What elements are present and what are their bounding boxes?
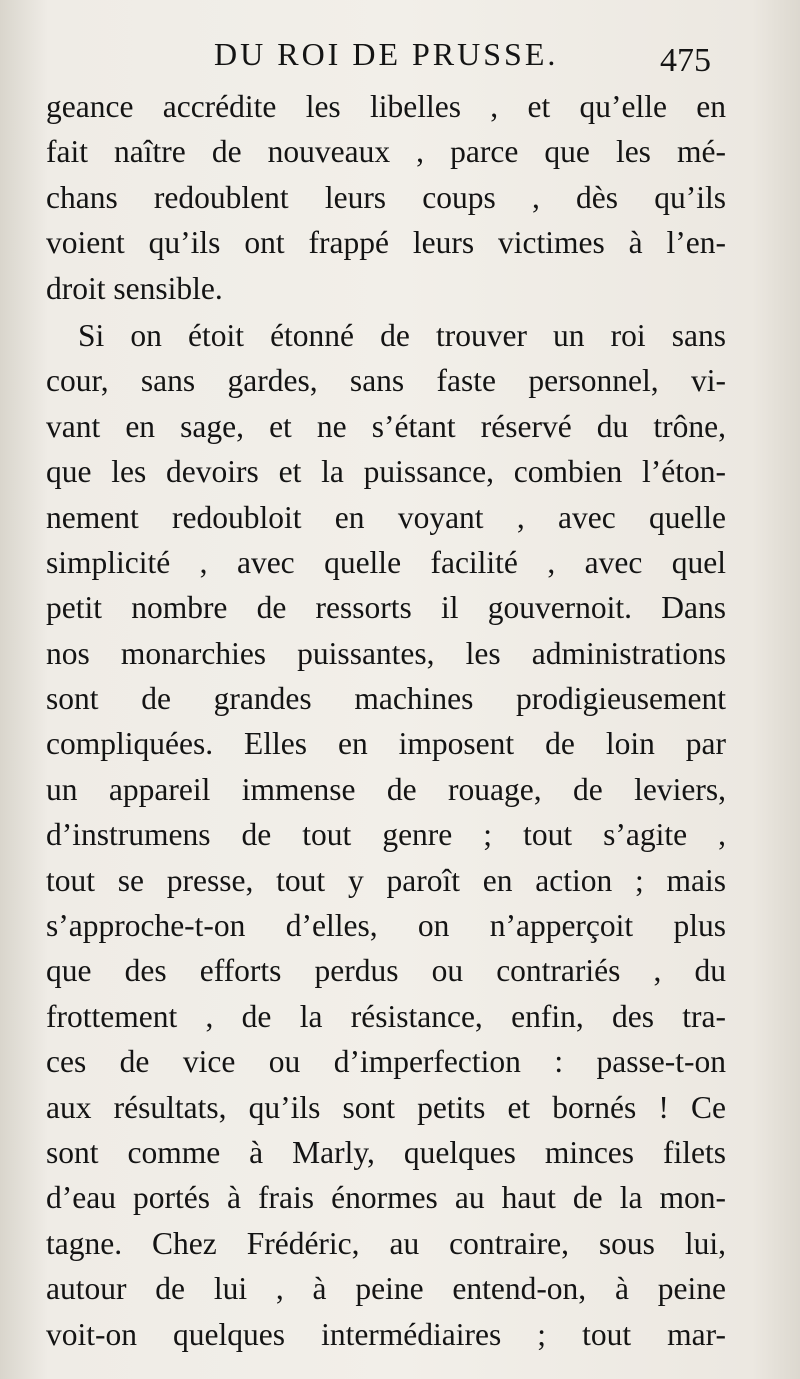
text-line: ces de vice ou d’imperfection : passe-t-on: [46, 1044, 726, 1080]
text-line: geance accrédite les libelles , et qu’elle en: [46, 89, 726, 124]
paragraph-start-line: Si on étoit étonné de trouver un roi sans: [78, 317, 726, 353]
text-line: voit-on quelques intermédiaires ; tout mar-: [46, 1316, 726, 1352]
text-line: que les devoirs et la puissance, combien l’éton-: [46, 454, 726, 490]
text-line: sont comme à Marly, quelques minces filets: [46, 1134, 726, 1170]
text-line: s’approche-t-on d’elles, on n’apperçoit plus: [46, 908, 726, 944]
text-line: voient qu’ils ont frappé leurs victimes à l’en-: [46, 225, 726, 261]
text-line: autour de lui , à peine entend-on, à peine: [46, 1271, 726, 1307]
text-line: un appareil immense de rouage, de leviers,: [46, 771, 726, 807]
text-line: aux résultats, qu’ils sont petits et bornés ! Ce: [46, 1089, 726, 1125]
text-line: chans redoublent leurs coups , dès qu’ils: [46, 179, 726, 215]
text-line: d’instrumens de tout genre ; tout s’agite ,: [46, 817, 726, 853]
text-line: tagne. Chez Frédéric, au contraire, sous lui,: [46, 1225, 726, 1261]
page-number: 475: [660, 42, 711, 79]
text-line: frottement , de la résistance, enfin, des tra-: [46, 998, 726, 1034]
body-text: [46, 84, 726, 1357]
text-line: simplicité , avec quelle facilité , avec quel: [46, 544, 726, 580]
text-line: droit sensible.: [46, 270, 223, 306]
running-title: DU ROI DE PRUSSE.: [214, 36, 559, 72]
text-line: cour, sans gardes, sans faste personnel, vi-: [46, 363, 726, 399]
text-line: d’eau portés à frais énormes au haut de la mon-: [46, 1180, 726, 1216]
text-line: fait naître de nouveaux , parce que les mé-: [46, 134, 726, 170]
text-line: tout se presse, tout y paroît en action ; mais: [46, 862, 726, 898]
text-line: nement redoubloit en voyant , avec quelle: [46, 499, 726, 535]
page-header: [0, 34, 800, 82]
text-line: que des efforts perdus ou contrariés , du: [46, 953, 726, 989]
text-line: sont de grandes machines prodigieusement: [46, 681, 726, 717]
text-line: nos monarchies puissantes, les administrations: [46, 635, 726, 671]
text-line: compliquées. Elles en imposent de loin par: [46, 726, 726, 762]
text-line: vant en sage, et ne s’étant réservé du trône,: [46, 408, 726, 444]
text-line: petit nombre de ressorts il gouvernoit. Dans: [46, 590, 726, 626]
